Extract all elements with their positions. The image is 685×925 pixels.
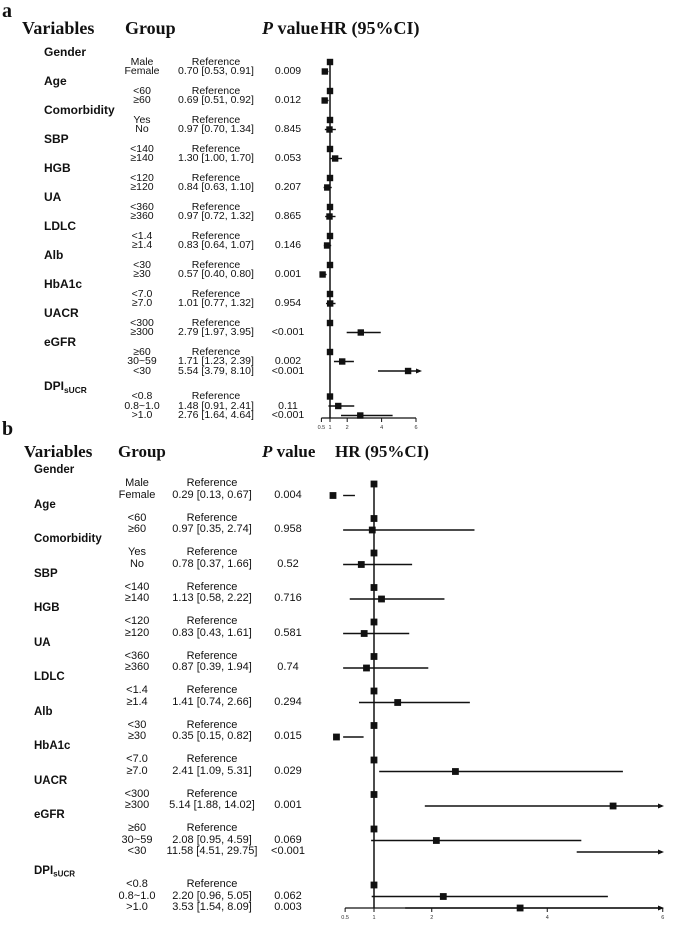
hr-ci-text: Reference [191, 258, 241, 271]
group-label: >1.0 [131, 409, 153, 422]
p-value: <0.001 [271, 326, 305, 339]
group-label: 0.8~1.0 [118, 889, 156, 902]
p-value: 0.845 [274, 123, 302, 136]
hr-ci-text: Reference [186, 615, 238, 628]
hr-ci-text: 0.84 [0.63, 1.10] [178, 181, 254, 194]
hr-point [394, 699, 401, 706]
group-label: No [135, 123, 149, 136]
group-label: ≥300 [130, 326, 154, 339]
group-label: <0.8 [126, 878, 148, 891]
group-label: <7.0 [131, 287, 153, 300]
p-value: <0.001 [271, 845, 305, 858]
group-label: <0.8 [131, 390, 153, 403]
hr-ci-text: Reference [191, 84, 241, 97]
group-label: <30 [127, 845, 147, 858]
p-value: 0.012 [274, 94, 302, 107]
panel-a-label: a [2, 0, 12, 22]
group-label: ≥7.0 [126, 764, 148, 777]
hr-ci-text: Reference [186, 546, 238, 559]
x-tick-label: 2 [345, 425, 349, 431]
group-label: ≥360 [124, 661, 150, 674]
panel-b-label: b [2, 418, 14, 440]
group-label: ≥60 [133, 345, 151, 358]
hr-ci-text: Reference [186, 718, 238, 731]
variable-name: SBP [44, 131, 69, 146]
hr-point [433, 837, 440, 844]
variable-subscript: sUCR [64, 385, 87, 396]
hr-ci-text: Reference [186, 878, 238, 891]
arrow-icon [658, 850, 664, 855]
hr-ci-text: 0.83 [0.43, 1.61] [172, 626, 252, 639]
group-label: Female [124, 65, 160, 78]
hr-ci-text: Reference [186, 753, 238, 766]
hr-point [361, 630, 368, 637]
hr-ci-text: Reference [191, 287, 241, 300]
variable-name: Gender [34, 464, 75, 477]
variable-name: Age [44, 73, 67, 88]
p-value: 0.52 [277, 557, 299, 570]
hr-point [330, 492, 337, 499]
hr-ci-text: 2.79 [1.97, 3.95] [178, 326, 254, 339]
p-value: 0.294 [274, 695, 302, 708]
group-label: <360 [130, 200, 154, 213]
hr-ci-text: 11.58 [4.51, 29.75] [166, 845, 258, 858]
p-value: 0.002 [274, 355, 302, 368]
p-value: <0.001 [271, 364, 305, 377]
p-value: 0.958 [274, 523, 302, 536]
hr-ci-text: 0.35 [0.15, 0.82] [172, 730, 252, 743]
p-value: 0.74 [277, 661, 299, 674]
hr-ci-text: Reference [191, 142, 241, 155]
group-label: >1.0 [126, 901, 148, 914]
variable-name: UA [34, 636, 51, 649]
p-value: 0.716 [274, 592, 302, 605]
header-p-italic: P [262, 442, 273, 461]
arrow-icon [658, 804, 664, 809]
hr-ci-text: Reference [186, 684, 238, 697]
group-label: ≥120 [124, 626, 150, 639]
hr-ci-text: Reference [191, 229, 241, 242]
hr-ci-text: 2.08 [0.95, 4.59] [172, 833, 252, 846]
hr-ci-text: 0.57 [0.40, 0.80] [178, 268, 254, 281]
group-label: ≥120 [130, 181, 154, 194]
variable-name: eGFR [34, 809, 65, 822]
variable-name: UACR [44, 305, 79, 320]
variable-name: Alb [34, 705, 53, 718]
group-label: <30 [133, 364, 151, 377]
hr-ci-text: Reference [186, 649, 238, 662]
p-value: 0.009 [274, 65, 302, 78]
hr-point [363, 665, 370, 672]
variable-name: Alb [44, 247, 64, 262]
hr-ci-text: 0.87 [0.39, 1.94] [172, 661, 252, 674]
p-value: 0.053 [274, 152, 302, 165]
group-label: <120 [124, 615, 150, 628]
hr-ci-text: Reference [191, 171, 241, 184]
group-label: No [129, 557, 145, 570]
group-label: <1.4 [131, 229, 153, 242]
hr-ci-text: Reference [186, 580, 238, 593]
p-value: <0.001 [271, 409, 305, 422]
hr-ci-text: 0.83 [0.64, 1.07] [178, 239, 254, 252]
group-label: Yes [128, 546, 146, 559]
group-label: ≥300 [124, 799, 150, 812]
group-label: ≥360 [130, 210, 154, 223]
group-label: Male [125, 477, 149, 490]
hr-ci-text: Reference [191, 345, 241, 358]
group-label: Male [130, 55, 154, 68]
p-value: 0.954 [274, 297, 302, 310]
hr-ci-text: 1.48 [0.91, 2.41] [178, 399, 254, 412]
header-p-suffix: value [273, 18, 319, 38]
p-value: 0.11 [278, 399, 298, 412]
group-label: <360 [124, 649, 150, 662]
group-label: <7.0 [126, 753, 148, 766]
hr-point [452, 768, 459, 775]
group-label: ≥140 [124, 592, 150, 605]
group-label: Yes [133, 113, 151, 126]
group-label: ≥30 [127, 730, 147, 743]
variable-name: LDLC [34, 671, 65, 684]
hr-ci-text: 0.69 [0.51, 0.92] [178, 94, 254, 107]
hr-point [610, 803, 617, 810]
group-label: ≥1.4 [131, 239, 153, 252]
group-label: <60 [133, 84, 151, 97]
header-hr: HR (95%CI) [335, 442, 429, 461]
group-label: Female [118, 488, 156, 501]
hr-ci-text: 0.78 [0.37, 1.66] [172, 557, 252, 570]
hr-ci-text: 0.70 [0.53, 0.91] [178, 65, 254, 78]
group-label: ≥60 [133, 94, 151, 107]
hr-ci-text: 2.76 [1.64, 4.64] [178, 409, 254, 422]
hr-point [333, 734, 340, 741]
hr-ci-text: 5.14 [1.88, 14.02] [169, 799, 255, 812]
hr-ci-text: Reference [186, 511, 238, 524]
variable-name: eGFR [44, 334, 77, 349]
group-label: <140 [130, 142, 154, 155]
variable-name: HbA1c [44, 276, 83, 291]
group-label: <60 [127, 511, 147, 524]
hr-ci-text: Reference [191, 200, 241, 213]
p-value: 0.003 [274, 901, 302, 914]
hr-ci-text: Reference [186, 822, 238, 835]
variable-name: Age [34, 498, 56, 511]
hr-ci-text: Reference [191, 390, 241, 403]
group-label: <30 [127, 718, 147, 731]
hr-ci-text: 3.53 [1.54, 8.09] [172, 901, 252, 914]
p-value: 0.207 [274, 181, 302, 194]
header-hr: HR (95%CI) [320, 18, 420, 38]
p-value: 0.146 [274, 239, 302, 252]
group-label: ≥60 [127, 523, 147, 536]
hr-point [358, 561, 365, 568]
hr-ci-text: 1.30 [1.00, 1.70] [178, 152, 254, 165]
group-label: 30~59 [121, 833, 153, 846]
variable-name: Gender [44, 44, 87, 59]
group-label: <300 [124, 787, 150, 800]
hr-ci-text: 1.71 [1.23, 2.39] [178, 355, 254, 368]
x-tick-label: 6 [661, 915, 665, 921]
group-label: <300 [130, 316, 154, 329]
p-value: 0.001 [274, 799, 302, 812]
x-tick-label: 0.5 [317, 425, 326, 431]
header-group: Group [125, 18, 176, 38]
variable-name: DPI [34, 865, 54, 878]
p-value: 0.001 [274, 268, 302, 281]
hr-point [440, 893, 447, 900]
x-tick-label: 1 [328, 425, 332, 431]
p-value: 0.062 [274, 889, 302, 902]
variable-name: UA [44, 189, 62, 204]
group-label: 0.8~1.0 [124, 399, 160, 412]
group-label: <140 [124, 580, 150, 593]
group-label: ≥60 [127, 822, 147, 835]
p-value: 0.015 [274, 730, 302, 743]
hr-ci-text: 0.97 [0.35, 2.74] [172, 523, 252, 536]
p-value: 0.029 [274, 764, 302, 777]
x-tick-label: 4 [545, 915, 549, 921]
header-variables: Variables [24, 442, 93, 461]
variable-name: Comorbidity [44, 102, 115, 117]
p-value: 0.069 [274, 833, 302, 846]
variable-name: HGB [44, 160, 71, 175]
hr-point [378, 596, 385, 603]
x-tick-label: 6 [414, 425, 418, 431]
x-tick-label: 4 [380, 425, 384, 431]
variable-name: HbA1c [34, 740, 71, 753]
hr-ci-text: 1.13 [0.58, 2.22] [172, 592, 252, 605]
x-tick-label: 2 [430, 915, 434, 921]
hr-ci-text: 0.97 [0.70, 1.34] [178, 123, 254, 136]
hr-ci-text: Reference [191, 316, 241, 329]
hr-ci-text: Reference [191, 55, 241, 68]
hr-ci-text: Reference [191, 113, 241, 126]
variable-name: UACR [34, 774, 68, 787]
header-p-suffix: value [272, 442, 316, 461]
group-label: ≥140 [130, 152, 154, 165]
variable-name: DPI [44, 379, 65, 394]
hr-ci-text: 2.41 [1.09, 5.31] [172, 764, 252, 777]
variable-subscript: sUCR [53, 869, 76, 879]
group-label: ≥7.0 [131, 297, 153, 310]
x-tick-label: 0.5 [341, 915, 349, 921]
p-value: 0.004 [274, 488, 302, 501]
header-p-italic: P [262, 18, 273, 38]
p-value: 0.581 [274, 626, 302, 639]
group-label: <30 [133, 258, 151, 271]
group-label: 30~59 [127, 355, 157, 368]
p-value: 0.865 [274, 210, 302, 223]
hr-ci-text: 5.54 [3.79, 8.10] [178, 364, 254, 377]
hr-ci-text: 1.41 [0.74, 2.66] [172, 695, 252, 708]
header-group: Group [118, 442, 166, 461]
hr-ci-text: Reference [186, 787, 238, 800]
group-label: ≥30 [133, 268, 151, 281]
hr-ci-text: 1.01 [0.77, 1.32] [178, 297, 254, 310]
hr-ci-text: Reference [186, 477, 238, 490]
hr-ci-text: 2.20 [0.96, 5.05] [172, 889, 252, 902]
variable-name: LDLC [44, 218, 76, 233]
hr-ci-text: 0.29 [0.13, 0.67] [172, 488, 252, 501]
hr-ci-text: 0.97 [0.72, 1.32] [178, 210, 254, 223]
x-tick-label: 1 [372, 915, 376, 921]
group-label: ≥1.4 [126, 695, 148, 708]
variable-name: Comorbidity [34, 533, 102, 546]
header-variables: Variables [22, 18, 95, 38]
variable-name: HGB [34, 602, 60, 615]
variable-name: SBP [34, 567, 58, 580]
group-label: <1.4 [126, 684, 148, 697]
group-label: <120 [130, 171, 154, 184]
